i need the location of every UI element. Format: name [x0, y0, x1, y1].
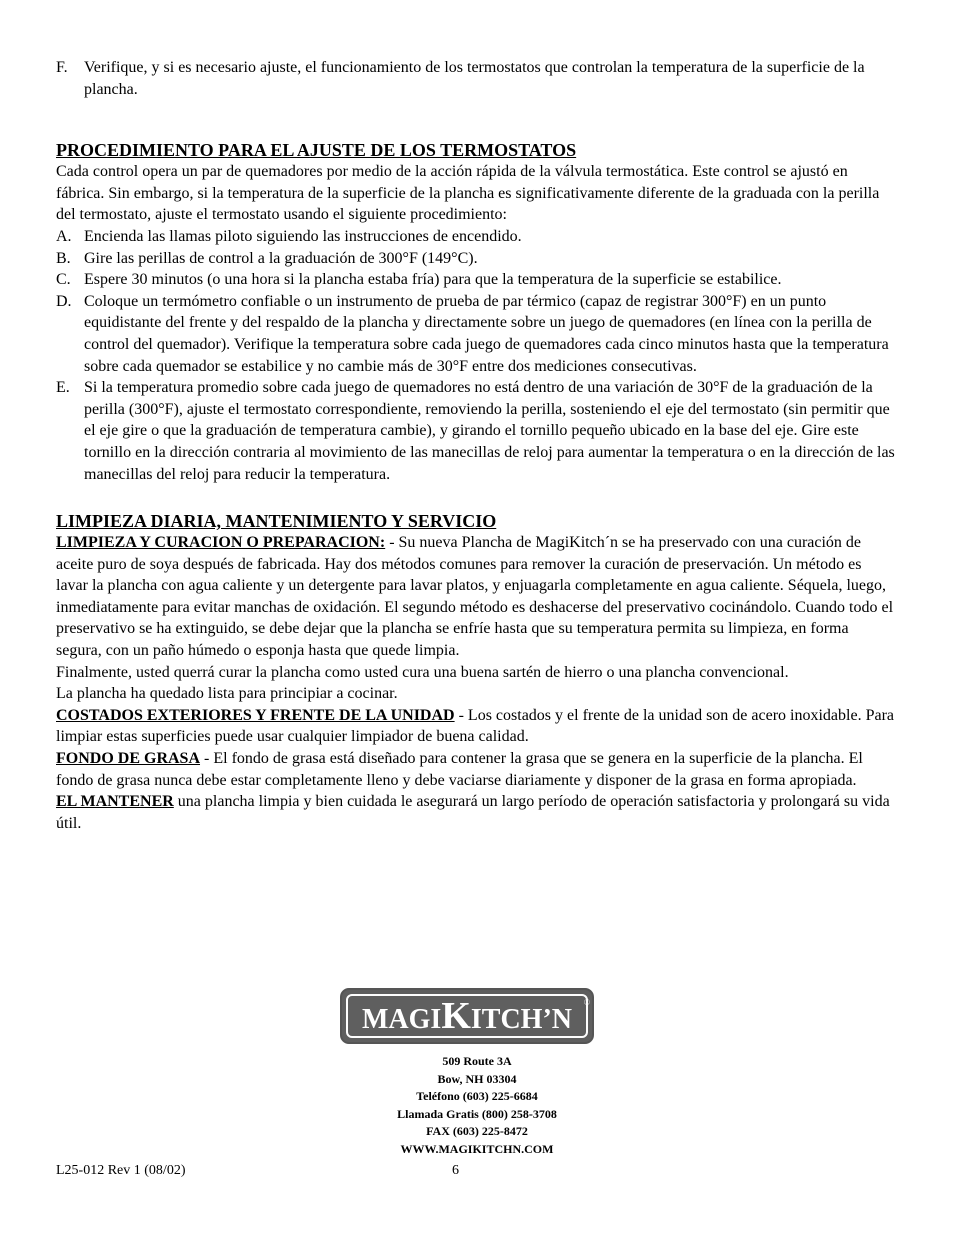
company-address: [340, 1053, 614, 1158]
website-line: WWW.MAGIKITCHN.COM: [400, 1141, 554, 1156]
inline-heading: EL MANTENER: [56, 793, 174, 811]
list-text: Espere 30 minutos (o una hora si la plancha estaba fría) para que la temperatura de la superficie se estabilice.: [84, 271, 782, 289]
document-id: L25-012 Rev 1 (08/02): [56, 1163, 186, 1178]
paragraph-ready: La plancha ha quedado lista para principiar a cocinar.: [56, 685, 398, 703]
paragraph-finally: Finalmente, usted querrá curar la plancha como usted cura una buena sartén de hierro o una plancha convencional.: [56, 663, 789, 681]
list-item: [56, 291, 896, 377]
paragraph-maintain: [56, 791, 896, 834]
section-heading-thermostat: PROCEDIMIENTO PARA EL AJUSTE DE LOS TERMOSTATOS: [56, 140, 577, 161]
list-item: [56, 248, 896, 270]
list-item-f: [56, 57, 896, 100]
paragraph-grease: [56, 748, 896, 791]
page-number: 6: [452, 1163, 459, 1178]
list-item: [56, 269, 896, 291]
list-label: C.: [56, 271, 71, 289]
list-text: Si la temperatura promedio sobre cada juego de quemadores no está dentro de una variación de 30°F de la graduación de la perilla (300°F), ajuste el termostato correspondiente, removiendo la perilla, sosteniendo el eje del termostato (sin permitir que el eje gire o que la graduación de temperatura cambie), y girando el tornillo pequeño ubicado en la base del eje. Gire este tornillo en la dirección contraria al movimiento de las manecillas de reloj para aumentar la temperatura o en la dirección de las manecillas del reloj para reducir la temperatura.: [84, 379, 895, 483]
phone-line: Teléfono (603) 225-6684: [416, 1089, 538, 1103]
inline-heading: LIMPIEZA Y CURACION O PREPARACION:: [56, 534, 386, 552]
list-text: Verifique, y si es necesario ajuste, el funcionamiento de los termostatos que controlan la temperatura de la superficie de la plancha.: [84, 59, 865, 98]
document-body: [56, 57, 896, 834]
list-label: A.: [56, 227, 72, 245]
list-label: D.: [56, 292, 72, 310]
magikitchn-logo: MAGIKITCH’N ®: [340, 988, 598, 1048]
fax-line: FAX (603) 225-8472: [426, 1124, 528, 1138]
paragraph-text: - El fondo de grasa está diseñado para contener la grasa que se genera en la superficie de la plancha. El fondo de grasa nunca debe estar completamente lleno y debe vaciarse diariamente y disponer de la grasa en forma apropiada.: [56, 750, 863, 789]
list-label: B.: [56, 249, 71, 267]
list-text: Coloque un termómetro confiable o un instrumento de prueba de par térmico (capaz de registrar 300°F) en un punto equidistante del frente y del respaldo de la plancha y directamente sobre un juego de quemadores (en línea con la perilla de control del quemador). Verifique la temperatura sobre cada juego de quemadores cada cinco minutos hasta que la temperatura sobre cada quemador se estabilice y no cambie más de 30°F entre dos mediciones consecutivas.: [84, 292, 889, 375]
inline-heading: FONDO DE GRASA: [56, 750, 201, 768]
paragraph-curing: [56, 532, 896, 662]
paragraph-exterior: [56, 705, 896, 748]
paragraph-text: una plancha limpia y bien cuidada le asegurará un largo período de operación satisfactoria y prolongará su vida útil.: [56, 793, 890, 832]
list-label: F.: [56, 59, 68, 76]
paragraph-text: - Los costados y el frente de la unidad son de acero inoxidable. Para limpiar estas superficies puede usar cualquier limpiador de buena calidad.: [56, 706, 894, 746]
paragraph-text: - Su nueva Plancha de MagiKitch´n se ha preservado con una curación de aceite puro de soya después de fabricada. Hay dos métodos comunes para remover la curación de preservación. Un método es lavar la plancha con agua caliente y un detergente para lavar platos, y enjuagarla completamente en agua caliente. Séquela, luego, inmediatamente para evitar manchas de oxidación. El segundo método es deshacerse del preservativo cocinándolo. Cuando todo el preservativo se ha extinguido, se debe dejar que la plancha se enfríe hasta que su temperatura permita su limpieza, en forma segura, con un paño húmedo o esponja hasta que quede limpia.: [56, 534, 894, 660]
list-item: [56, 377, 896, 485]
section-intro: Cada control opera un par de quemadores por medio de la acción rápida de la válvula termostática. Este control se ajustó en fábrica. Sin embargo, si la temperatura de la superficie de la plancha es significativamente diferente de la graduada con la perilla del termostato, ajuste el termostato usando el siguiente procedimiento:: [56, 163, 880, 224]
address-line: 509 Route 3A: [442, 1054, 512, 1068]
list-text: Gire las perillas de control a la graduación de 300°F (149°C).: [84, 249, 478, 267]
address-line: Bow, NH 03304: [437, 1071, 517, 1086]
list-text: Encienda las llamas piloto siguiendo las instrucciones de encendido.: [84, 227, 522, 245]
tollfree-line: Llamada Gratis (800) 258-3708: [397, 1106, 557, 1121]
section-heading-cleaning: LIMPIEZA DIARIA, MANTENIMIENTO Y SERVICIO: [56, 511, 497, 532]
inline-heading: COSTADOS EXTERIORES Y FRENTE DE LA UNIDAD: [56, 706, 455, 724]
list-label: E.: [56, 379, 70, 397]
list-item: [56, 226, 896, 248]
